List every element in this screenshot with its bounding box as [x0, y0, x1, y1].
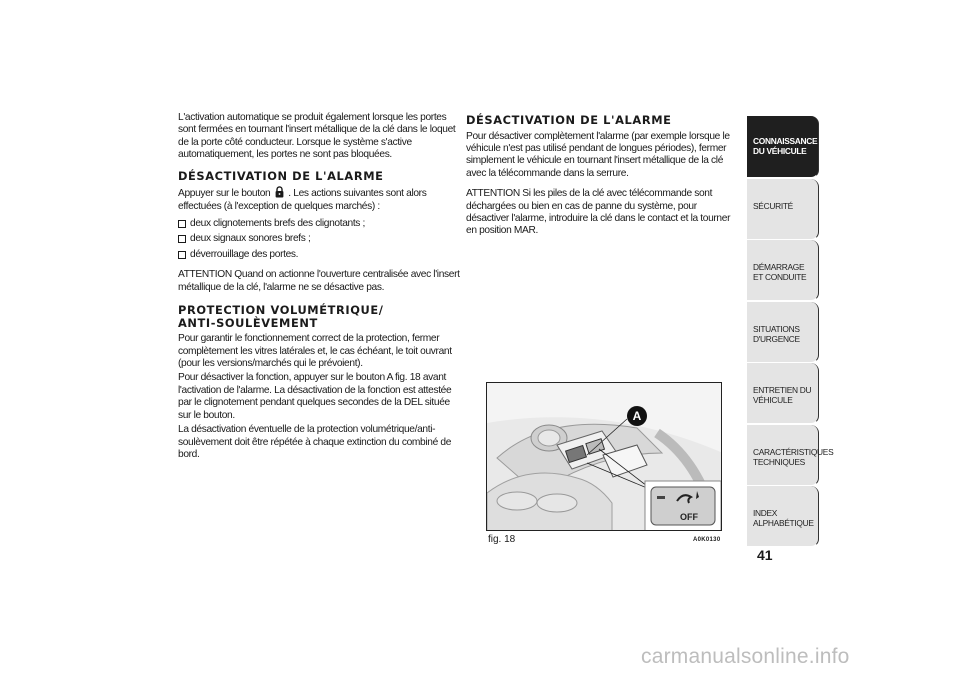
watermark: carmanualsonline.info: [641, 645, 850, 668]
full-deactivation-paragraph: Pour désactiver complètement l'alarme (par exemple lorsque le véhicule n'est pas utilisé pendant de longues périodes), fermer simplement le véhicule en tournant l'insert métallique de la clé avec la télécommande dans la serrure.: [466, 130, 730, 179]
lock-icon: [275, 186, 284, 198]
tab-entretien-vehicule[interactable]: ENTRETIEN DU VÉHICULE: [747, 363, 819, 424]
right-column: [466, 112, 738, 243]
page-number: 41: [757, 547, 773, 563]
tab-caracteristiques-techniques[interactable]: CARACTÉRISTIQUES TECHNIQUES: [747, 425, 819, 486]
p1-before: Appuyer sur le bouton: [178, 188, 271, 200]
protection-paragraph-3: La désactivation éventuelle de la protection volumétrique/anti-soulèvement doit être répétée à chaque extinction du combiné de bord.: [178, 424, 452, 460]
checkbox-bullet-icon: [178, 220, 186, 228]
remote-button-paragraph: [178, 186, 461, 213]
figure-caption: fig. 18: [488, 534, 516, 545]
figure-roof-console: [486, 382, 722, 531]
heading-volumetric-protection: PROTECTION VOLUMÉTRIQUE/ ANTI-SOULÈVEMENT: [178, 303, 384, 330]
figure-code: A0K0130: [693, 537, 721, 543]
roof-console-illustration: [487, 383, 722, 531]
left-column: [178, 112, 461, 466]
list-item: deux signaux sonores brefs ;: [178, 233, 461, 245]
p1-after: . Les actions suivantes sont alors effectuées (à l'exception de quelques marchés) :: [178, 188, 427, 212]
off-button-label: OFF: [680, 512, 698, 522]
callout-a: A: [632, 409, 642, 423]
checkbox-bullet-icon: [178, 235, 186, 243]
list-item: déverrouillage des portes.: [178, 249, 461, 261]
heading-full-deactivation: DÉSACTIVATION DE L'ALARME: [466, 113, 672, 127]
chapter-tabs: [747, 116, 834, 548]
protection-paragraph-2: Pour désactiver la fonction, appuyer sur le bouton A fig. 18 avant l'activation de l'alarme. La désactivation de la fonction est attestée par le clignotement pendant quelques secondes de la DEL située sur le bouton.: [178, 372, 452, 421]
tab-demarrage-conduite[interactable]: DÉMARRAGE ET CONDUITE: [747, 240, 819, 301]
intro-paragraph: L'activation automatique se produit également lorsque les portes sont fermées en tournant l'insert métallique de la clé dans le loquet de la porte côté conducteur. Lorsque le système s'active automatiquement, les portes ne sont pas bloquées.: [178, 112, 456, 161]
list-item: deux clignotements brefs des clignotants ;: [178, 218, 461, 230]
tab-situations-urgence[interactable]: SITUATIONS D'URGENCE: [747, 302, 819, 363]
checkbox-bullet-icon: [178, 251, 186, 259]
tab-index-alphabetique[interactable]: INDEX ALPHABÉTIQUE: [747, 486, 819, 547]
tab-connaissance-vehicule[interactable]: CONNAISSANCE DU VÉHICULE: [747, 116, 819, 178]
heading-alarm-deactivation: DÉSACTIVATION DE L'ALARME: [178, 168, 384, 183]
attention-paragraph: ATTENTION Quand on actionne l'ouverture centralisée avec l'insert métallique de la clé, l'alarme ne se désactive pas.: [178, 269, 460, 293]
protection-paragraph-1: Pour garantir le fonctionnement correct de la protection, fermer complètement les vitres latérales et, le cas échéant, le toit ouvrant (pour les versions/marchés qui le prévoient).: [178, 333, 452, 370]
tab-securite[interactable]: SÉCURITÉ: [747, 179, 819, 240]
attention-paragraph-right: ATTENTION Si les piles de la clé avec télécommande sont déchargées ou bien en cas de panne du système, pour désactiver l'alarme, introduire la clé dans le contact et la tourner en position MAR.: [466, 188, 731, 237]
